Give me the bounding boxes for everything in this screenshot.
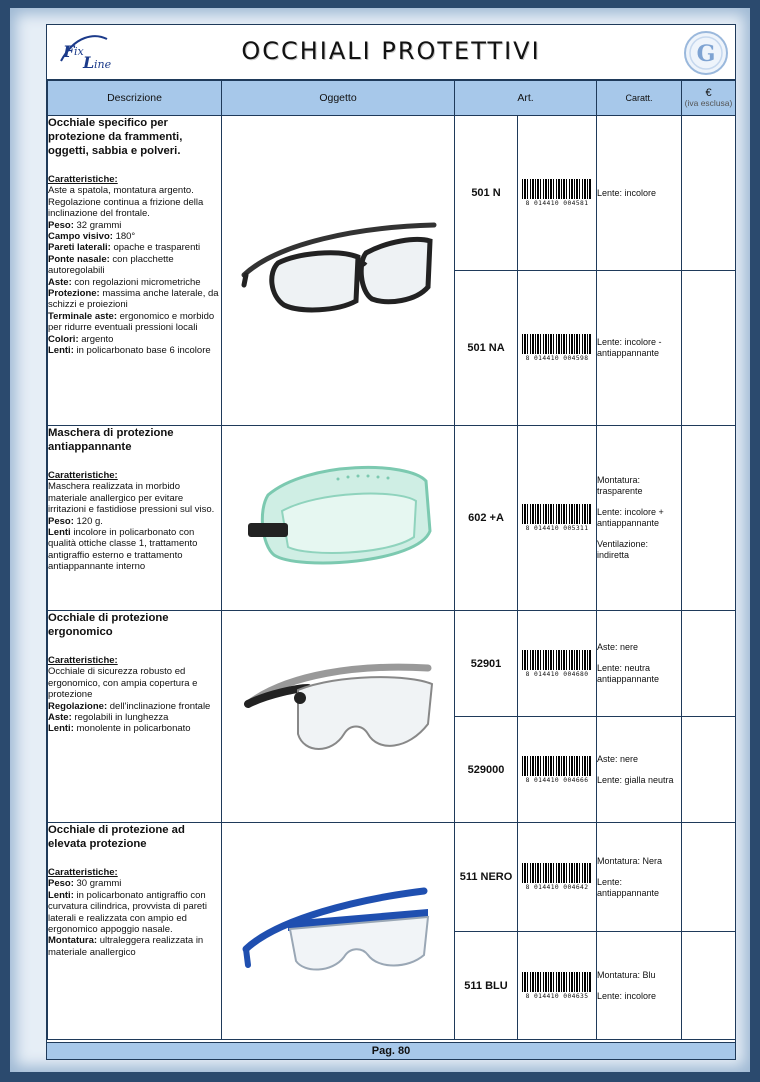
product-title: Occhiale di protezione ad elevata protezione (48, 824, 185, 850)
catalog-page (46, 24, 736, 1060)
barcode (518, 116, 597, 271)
product-image-cell (222, 116, 455, 426)
article-code: 529000 (455, 717, 518, 823)
barcode-bars (522, 972, 592, 992)
caratt-line: Lente: incolore - antiappannante (597, 337, 662, 358)
ergonomic-glasses-image (238, 654, 438, 774)
caratt-line: Montatura: Blu (597, 969, 656, 980)
caratt-line: Aste: nere (597, 642, 639, 652)
barcode (518, 271, 597, 426)
caratt-line: Aste: nere (597, 753, 639, 764)
barcode-number: 8 014410 004635 (525, 992, 589, 1000)
product-description (48, 116, 222, 426)
variant-caratt (597, 116, 682, 271)
article-code: 501 N (455, 116, 518, 271)
barcode-bars (522, 179, 592, 199)
page-header (47, 25, 735, 80)
caratt-line: Lente: gialla neutra (597, 774, 674, 785)
protective-goggles-image (238, 451, 438, 581)
product-description (48, 426, 222, 611)
caratt-line: Montatura: trasparente (597, 475, 643, 496)
article-code: 52901 (455, 611, 518, 717)
spec-line: Colori: argento (48, 333, 114, 345)
barcode (518, 823, 597, 932)
barcode-bars (522, 756, 592, 776)
barcode (518, 717, 597, 823)
product-description (48, 611, 222, 823)
spec-line: Montatura: ultraleggera realizzata in materiale anallergico (48, 935, 204, 958)
barcode-bars (522, 504, 592, 524)
page-number: Pag. 80 (47, 1042, 735, 1059)
col-header-price (682, 81, 736, 116)
article-code: 602 +A (455, 426, 518, 611)
safety-glasses-image (238, 213, 438, 323)
variant-caratt (597, 271, 682, 426)
product-intro: Maschera realizzata in morbido materiale anallergico per evitare irritazioni e fastidiose pressioni sul viso. (48, 481, 215, 516)
spec-line: Pareti laterali: opache e trasparenti (48, 242, 201, 254)
barcode (518, 426, 597, 611)
spec-line: Aste: con regolazioni micrometriche (48, 276, 201, 288)
price-cell (682, 271, 736, 426)
spec-line: Lenti: monolente in policarbonato (48, 723, 191, 735)
product-title: Occhiale specifico per protezione da frammenti, oggetti, sabbia e polveri. (48, 117, 183, 157)
euro-symbol: € (705, 87, 712, 99)
spec-line: Peso: 32 grammi (48, 219, 122, 231)
variant-caratt (597, 426, 682, 611)
features-label: Caratteristiche: (48, 174, 118, 185)
spec-line: Ponte nasale: con placchette autoregolabili (48, 253, 174, 277)
features-label: Caratteristiche: (48, 867, 118, 878)
barcode-number: 8 014410 004642 (525, 884, 589, 891)
high-protection-glasses-image (238, 869, 438, 989)
spec-line: Lenti incolore in policarbonato con qualità ottiche classe 1, trattamento antigraffio esterno e trattamento antiappannante interno (48, 527, 198, 573)
brand-g-logo (683, 30, 729, 76)
features-label: Caratteristiche: (48, 470, 118, 481)
spec-line: Regolazione: dell'inclinazione frontale (48, 700, 211, 712)
variant-caratt (597, 932, 682, 1040)
barcode-bars (522, 650, 592, 670)
barcode (518, 611, 597, 717)
table-header-row (48, 81, 736, 116)
spec-line: Campo visivo: 180° (48, 231, 136, 243)
product-title: Occhiale di protezione ergonomico (48, 612, 169, 638)
caratt-line: Lente: incolore (597, 187, 657, 198)
svg-text:G: G (696, 41, 716, 67)
price-cell (682, 611, 736, 717)
product-description (48, 823, 222, 1040)
col-header-descrizione: Descrizione (48, 81, 222, 116)
variant-caratt (597, 823, 682, 932)
col-header-oggetto: Oggetto (222, 81, 455, 116)
table-row (48, 116, 736, 271)
col-header-caratt: Caratt. (597, 81, 682, 116)
col-header-art: Art. (455, 81, 597, 116)
svg-text:ine: ine (94, 58, 112, 71)
product-image-cell (222, 823, 455, 1040)
svg-text:ix: ix (74, 45, 84, 58)
article-code: 501 NA (455, 271, 518, 426)
page-frame (10, 8, 750, 1072)
caratt-line: Lente: neutra antiappannante (597, 663, 660, 684)
caratt-line: Lente: incolore + antiappannante (597, 507, 664, 528)
caratt-line: Lente: antiappannante (597, 876, 660, 898)
caratt-line: Montatura: Nera (597, 855, 663, 866)
product-intro: Occhiale di sicurezza robusto ed ergonomico, con ampia copertura e protezione (48, 666, 198, 701)
spec-line: Protezione: massima anche laterale, da schizzi e proiezioni (48, 288, 219, 311)
svg-text:L: L (83, 53, 95, 72)
product-title: Maschera di protezione antiappannante (48, 427, 174, 453)
article-code: 511 NERO (455, 823, 518, 932)
product-intro: Aste a spatola, montatura argento. Regolazione continua a frizione della inclinazione del frontale. (48, 185, 204, 220)
table-row (48, 426, 736, 611)
spec-line: Peso: 30 grammi (48, 878, 122, 890)
spec-line: Terminale aste: ergonomico e morbido per ridurre eventuali pressioni locali (48, 310, 215, 334)
variant-caratt (597, 611, 682, 717)
spec-line: Aste: regolabili in lunghezza (48, 712, 169, 724)
table-row (48, 611, 736, 717)
product-table (47, 80, 736, 1040)
variant-caratt (597, 717, 682, 823)
price-cell (682, 717, 736, 823)
barcode-number: 8 014410 004581 (525, 200, 589, 207)
product-image-cell (222, 611, 455, 823)
price-cell (682, 116, 736, 271)
price-note: (iva esclusa) (684, 98, 733, 108)
article-code: 511 BLU (455, 932, 518, 1040)
barcode-number: 8 014410 004598 (525, 355, 589, 362)
spec-line: Lenti: in policarbonato antigraffio con curvatura cilindrica, provvista di pareti laterali e realizzata con ampio ed ergonomico appoggio nasale. (48, 889, 207, 936)
page-title: OCCHIALI PROTETTIVI (241, 37, 541, 65)
barcode (518, 932, 597, 1040)
price-cell (682, 426, 736, 611)
spec-line: Peso: 120 g. (48, 515, 103, 527)
features-label: Caratteristiche: (48, 655, 118, 666)
barcode-bars (522, 863, 592, 883)
caratt-line: Lente: incolore (597, 990, 657, 1001)
price-cell (682, 823, 736, 932)
spec-line: Lenti: in policarbonato base 6 incolore (48, 345, 211, 357)
svg-text:F: F (63, 42, 75, 61)
barcode-number: 8 014410 004680 (525, 670, 589, 678)
product-image-cell (222, 426, 455, 611)
caratt-line: Ventilazione: indiretta (597, 539, 649, 560)
barcode-number: 8 014410 004666 (525, 776, 589, 784)
table-row (48, 823, 736, 932)
barcode-bars (522, 334, 592, 354)
barcode-number: 8 014410 005311 (525, 525, 589, 532)
price-cell (682, 932, 736, 1040)
